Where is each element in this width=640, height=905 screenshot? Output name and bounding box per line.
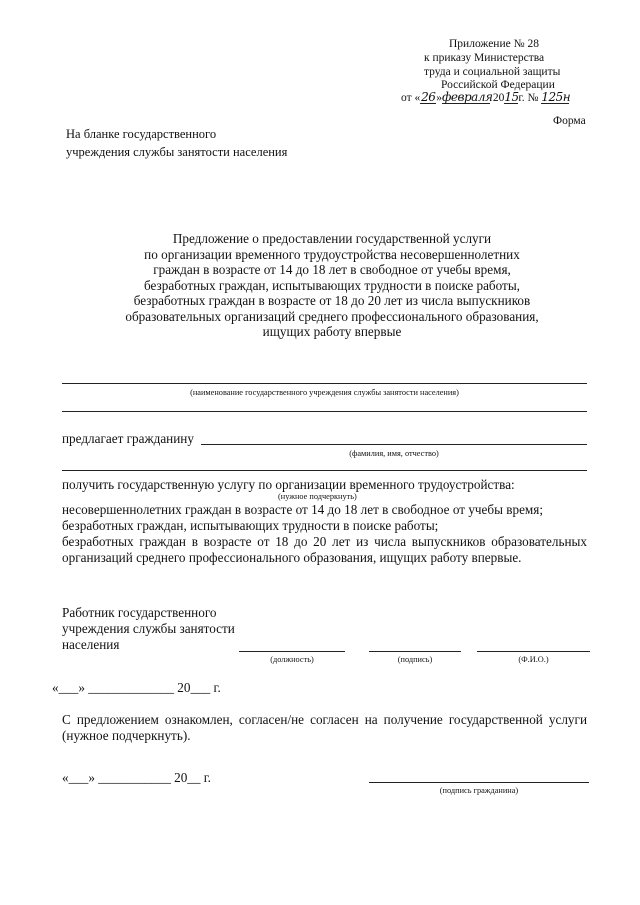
appendix-date-line (401, 91, 569, 104)
offer-label: предлагает гражданину (62, 431, 194, 446)
agreement-line-2: (нужное подчеркнуть). (62, 728, 191, 743)
blank-note-line-1: На бланке государственного (66, 127, 217, 141)
date-month-handwritten: февраля (442, 90, 493, 104)
service-option: несовершеннолетних граждан в возрасте от 14 до 18 лет в свободное от учебы время; (62, 502, 544, 517)
citizen-signature-caption: (подпись гражданина) (439, 786, 519, 795)
service-option: безработных граждан в возрасте от 18 до 20 лет из числа выпускников образовательных (62, 534, 587, 549)
service-option: организаций среднего профессионального образования, ищущих работу впервые. (62, 550, 522, 565)
date-prefix: от « (401, 92, 421, 104)
institution-name-line (62, 383, 587, 384)
title-line: ищущих работу впервые (262, 324, 402, 339)
appendix-line-4: Российской Федерации (441, 79, 555, 91)
form-label: Форма (553, 115, 586, 127)
citizen-name-line (201, 444, 587, 445)
document-title (0, 231, 640, 340)
institution-caption: (наименование государственного учреждения службы занятости населения) (190, 388, 459, 397)
date-year-prefix: 20 (492, 92, 505, 104)
fio-line (477, 651, 590, 652)
date-number-label: г. № (518, 92, 539, 104)
title-line: Предложение о предоставлении государственной услуги (172, 231, 492, 246)
appendix-line-1: Приложение № 28 (449, 38, 539, 50)
citizen-name-line-2 (62, 470, 587, 471)
title-line: граждан в возрасте от 14 до 18 лет в свободное от учебы время, (153, 262, 511, 277)
citizen-signature-line (369, 782, 589, 783)
worker-line-2: учреждения службы занятости (62, 621, 235, 636)
date-close-quote: » (436, 92, 442, 104)
title-line: образовательных организаций среднего профессионального образования, (125, 308, 539, 324)
fio-caption: (фамилия, имя, отчество) (349, 449, 439, 458)
date-number-handwritten: 125н (541, 90, 571, 104)
underline-note: (нужное подчеркнуть) (278, 492, 357, 501)
position-caption: (должность) (270, 655, 314, 664)
institution-name-line-2 (62, 411, 587, 412)
signature-caption: (подпись) (397, 655, 433, 664)
position-line (239, 651, 345, 652)
fio-short-caption: (Ф.И.О.) (518, 655, 549, 664)
title-line: безработных граждан, испытывающих трудности в поиске работы, (144, 277, 520, 293)
worker-line-3: населения (62, 637, 120, 652)
signature-line (369, 651, 461, 652)
date-day-handwritten: 26 (421, 90, 436, 104)
service-option: безработных граждан, испытывающих трудности в поиске работы; (62, 518, 439, 533)
date-line-2: «___» ___________ 20__ г. (62, 770, 211, 785)
title-line: по организации временного трудоустройства несовершеннолетних (144, 246, 520, 262)
date-line-1: «___» _____________ 20___ г. (52, 680, 221, 695)
service-intro: получить государственную услугу по организации временного трудоустройства: (62, 477, 515, 492)
appendix-line-3: труда и социальной защиты (424, 66, 561, 78)
date-year-handwritten: 15 (504, 90, 519, 104)
blank-note-line-2: учреждения службы занятости населения (66, 145, 288, 159)
title-line: безработных граждан в возрасте от 18 до 20 лет из числа выпускников (133, 293, 531, 308)
agreement-line-1: С предложением ознакомлен, согласен/не согласен на получение государственной услуги (62, 712, 587, 727)
appendix-line-2: к приказу Министерства (424, 52, 545, 64)
worker-line-1: Работник государственного (62, 605, 217, 620)
